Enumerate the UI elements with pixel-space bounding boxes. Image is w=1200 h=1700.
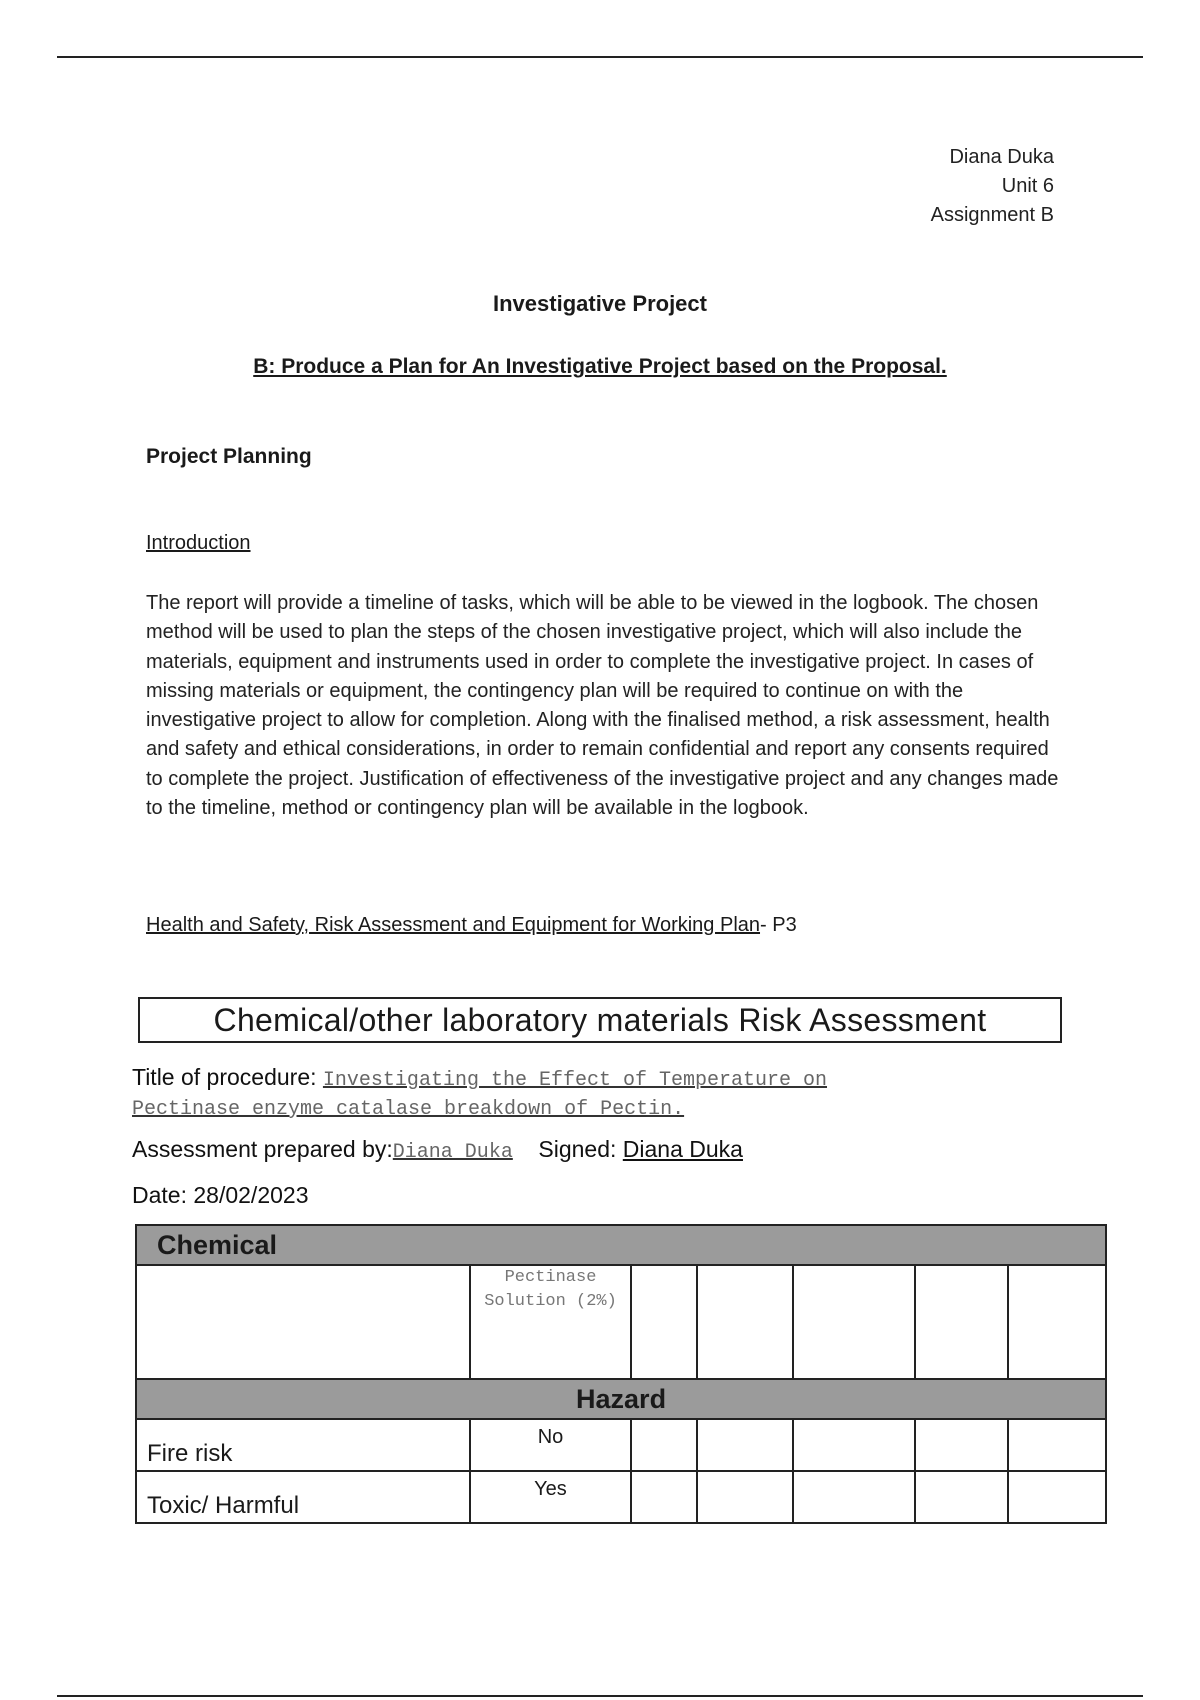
empty-cell bbox=[1008, 1419, 1106, 1471]
date-line bbox=[132, 1182, 309, 1209]
date-value: 28/02/2023 bbox=[193, 1182, 309, 1208]
signed-value: Diana Duka bbox=[622, 1136, 743, 1162]
empty-cell bbox=[793, 1265, 915, 1379]
health-safety-heading-text: Health and Safety, Risk Assessment and Equipment for Working Plan bbox=[146, 914, 761, 936]
empty-cell bbox=[697, 1265, 793, 1379]
risk-assessment-title: Chemical/other laboratory materials Risk Assessment bbox=[213, 1001, 987, 1038]
empty-cell bbox=[793, 1471, 915, 1523]
empty-cell bbox=[631, 1419, 697, 1471]
hazard-band-row bbox=[136, 1379, 1106, 1419]
empty-cell bbox=[1008, 1471, 1106, 1523]
hazard-value: No bbox=[470, 1419, 631, 1471]
unit-label: Unit 6 bbox=[1001, 175, 1054, 197]
health-safety-heading bbox=[146, 914, 797, 937]
empty-cell bbox=[697, 1419, 793, 1471]
bottom-rule bbox=[57, 1695, 1143, 1697]
health-safety-heading-suffix: - P3 bbox=[760, 914, 797, 936]
introduction-heading: Introduction bbox=[146, 532, 251, 554]
hazard-label: Toxic/ Harmful bbox=[136, 1471, 470, 1523]
empty-cell bbox=[631, 1471, 697, 1523]
prepared-label: Assessment prepared by: bbox=[132, 1136, 393, 1162]
prepared-value: Diana Duka bbox=[392, 1141, 513, 1164]
empty-cell bbox=[915, 1265, 1008, 1379]
table-row bbox=[136, 1419, 1106, 1471]
top-rule bbox=[57, 56, 1143, 58]
signed-label: Signed: bbox=[538, 1136, 617, 1162]
procedure-line-2 bbox=[132, 1093, 684, 1121]
procedure-value-line2: Pectinase enzyme catalase breakdown of Pectin. bbox=[132, 1098, 685, 1121]
prepared-by-line bbox=[132, 1136, 743, 1164]
empty-cell bbox=[915, 1471, 1008, 1523]
introduction-paragraph: The report will provide a timeline of tasks, which will be able to be viewed in the logbook. The chosen method will be used to plan the steps of the chosen investigative project, which will also include the materials, equipment and instruments used in order to complete the investigative project. In cases of missing materials or equipment, the contingency plan will be required to continue on with the investigative project to allow for completion. Along with the finalised method, a risk assessment, health and safety and ethical considerations, in order to remain confidential and report any consents required to complete the project. Justification of effectiveness of the investigative project and any changes made to the timeline, method or contingency plan will be available in the logbook. bbox=[146, 592, 1059, 820]
risk-assessment-title-box bbox=[138, 997, 1062, 1043]
empty-cell bbox=[793, 1419, 915, 1471]
hazard-header: Hazard bbox=[136, 1379, 1106, 1419]
introduction-body bbox=[146, 589, 1066, 823]
empty-cell bbox=[631, 1265, 697, 1379]
hazard-label: Fire risk bbox=[136, 1419, 470, 1471]
empty-cell bbox=[1008, 1265, 1106, 1379]
document-subtitle: B: Produce a Plan for An Investigative Project based on the Proposal. bbox=[253, 355, 947, 378]
procedure-label: Title of procedure: bbox=[132, 1064, 317, 1090]
table-row bbox=[136, 1471, 1106, 1523]
author-header bbox=[931, 143, 1054, 230]
chemical-row-label-cell bbox=[136, 1265, 470, 1379]
procedure-line bbox=[132, 1064, 827, 1092]
procedure-value-line1: Investigating the Effect of Temperature on bbox=[322, 1069, 828, 1092]
chemical-band-row bbox=[136, 1225, 1106, 1265]
assignment-label: Assignment B bbox=[930, 204, 1054, 226]
date-label: Date: bbox=[132, 1182, 187, 1208]
chemical-row bbox=[136, 1265, 1106, 1379]
document-title: Investigative Project bbox=[493, 291, 707, 316]
empty-cell bbox=[915, 1419, 1008, 1471]
chemical-header: Chemical bbox=[136, 1225, 1106, 1265]
risk-assessment-table bbox=[135, 1224, 1107, 1524]
empty-cell bbox=[697, 1471, 793, 1523]
hazard-value: Yes bbox=[470, 1471, 631, 1523]
author-name: Diana Duka bbox=[949, 146, 1054, 168]
chemical-name: Pectinase Solution (2%) bbox=[470, 1265, 631, 1379]
section-heading: Project Planning bbox=[146, 445, 312, 468]
